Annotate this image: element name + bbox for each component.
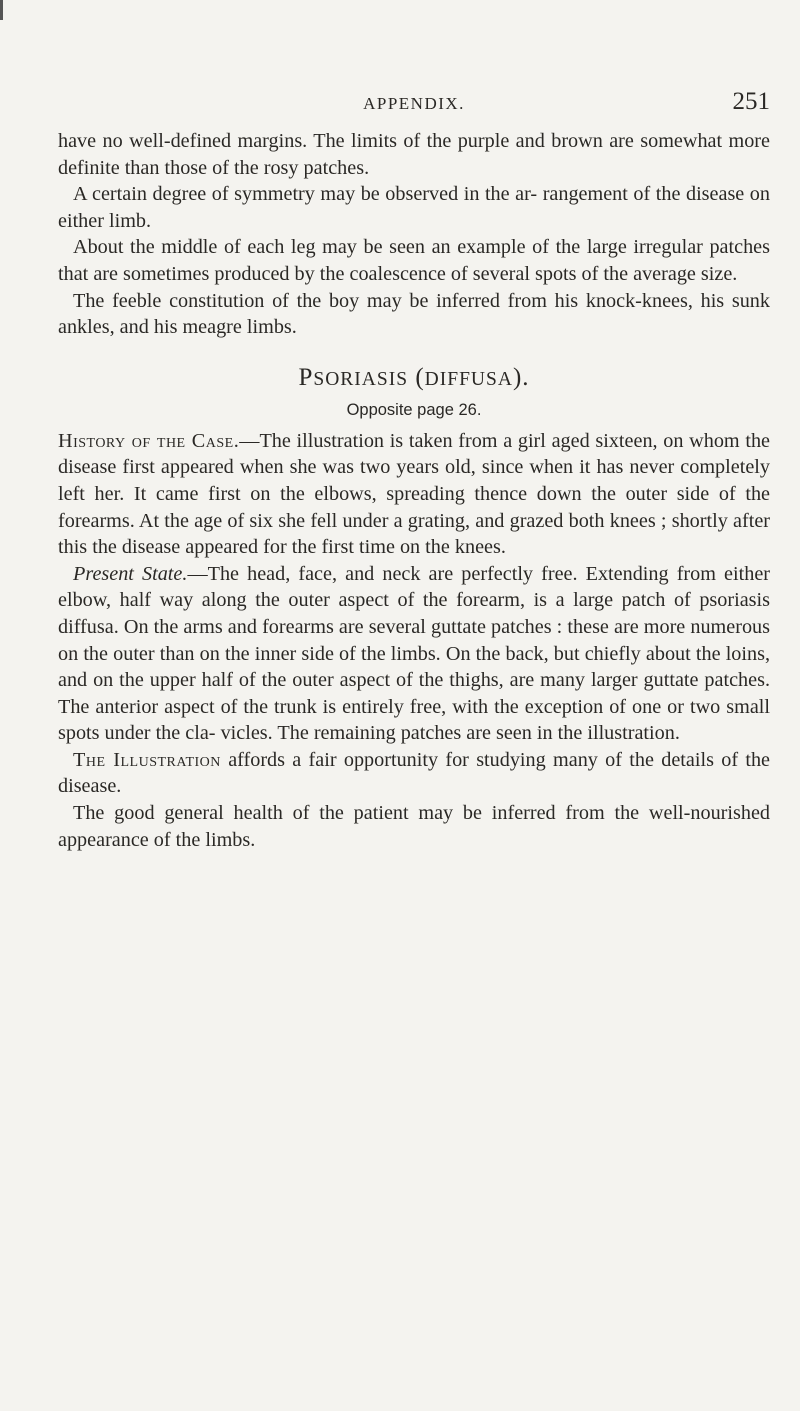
present-state-text: —The head, face, and neck are perfectly free. Extending from either elbow, half way along the outer aspect of the forearm, is a large patch of psoriasis diffusa. On the arms and forearms are several guttate patches : these are more numerous on the outer than on the inner side of the limbs. On the back, but chiefly about the loins, and on the upper half of the outer aspect of the thighs, are many larger guttate patches. The anterior aspect of the trunk is entirely free, with the exception of one or two small spots under the cla- vicles. The remaining patches are seen in the illustration. bbox=[58, 562, 770, 745]
history-label: History of the Case. bbox=[58, 429, 240, 452]
body-text bbox=[58, 128, 770, 853]
paragraph-closing: The good general health of the patient may be inferred from the well-nourished appearance of the limbs. bbox=[58, 802, 770, 851]
paragraph-illustration bbox=[58, 747, 770, 800]
paragraph-constitution: The feeble constitution of the boy may be inferred from his knock-knees, his sunk ankles, and his meagre limbs. bbox=[58, 289, 770, 339]
book-page bbox=[58, 88, 770, 853]
paragraph-present-state bbox=[58, 561, 770, 747]
page-number: 251 bbox=[732, 88, 770, 115]
history-text: —The illustration is taken from a girl aged sixteen, on whom the disease first appeared when she was two years old, since when it has never completely left her. It came first on the elbows, spreading thence down the outer side of the forearms. At the age of six she fell under a grating, and grazed both knees ; shortly after this the disease appeared for the first time on the knees. bbox=[58, 429, 770, 559]
section-heading: PSORIASIS (DIFFUSA). bbox=[298, 363, 530, 391]
illustration-text: affords a fair opportunity for studying many of the details of the disease. bbox=[58, 748, 770, 798]
paragraph-middle-leg: About the middle of each leg may be seen an example of the large irregular patches that are sometimes produced by the coalescence of several spots of the average size. bbox=[58, 236, 770, 285]
paragraph-symmetry: A certain degree of symmetry may be observed in the ar- rangement of the disease on either limb. bbox=[58, 183, 770, 232]
scan-edge-mark bbox=[0, 0, 3, 20]
present-state-label: Present State. bbox=[73, 562, 188, 585]
heading-rest: SORIASIS bbox=[313, 368, 409, 390]
running-head bbox=[58, 88, 770, 128]
paragraph-history bbox=[58, 428, 770, 561]
heading-initial: P bbox=[298, 363, 314, 391]
heading-paren-text: DIFFUSA bbox=[424, 368, 513, 390]
illustration-label: The Illustration bbox=[73, 748, 221, 771]
paragraph-continuation: have no well-defined margins. The limits of the purple and brown are somewhat more definite than those of the rosy patches. bbox=[58, 130, 770, 179]
running-title: APPENDIX. bbox=[363, 94, 465, 113]
section-subheading: Opposite page 26. bbox=[346, 400, 482, 419]
